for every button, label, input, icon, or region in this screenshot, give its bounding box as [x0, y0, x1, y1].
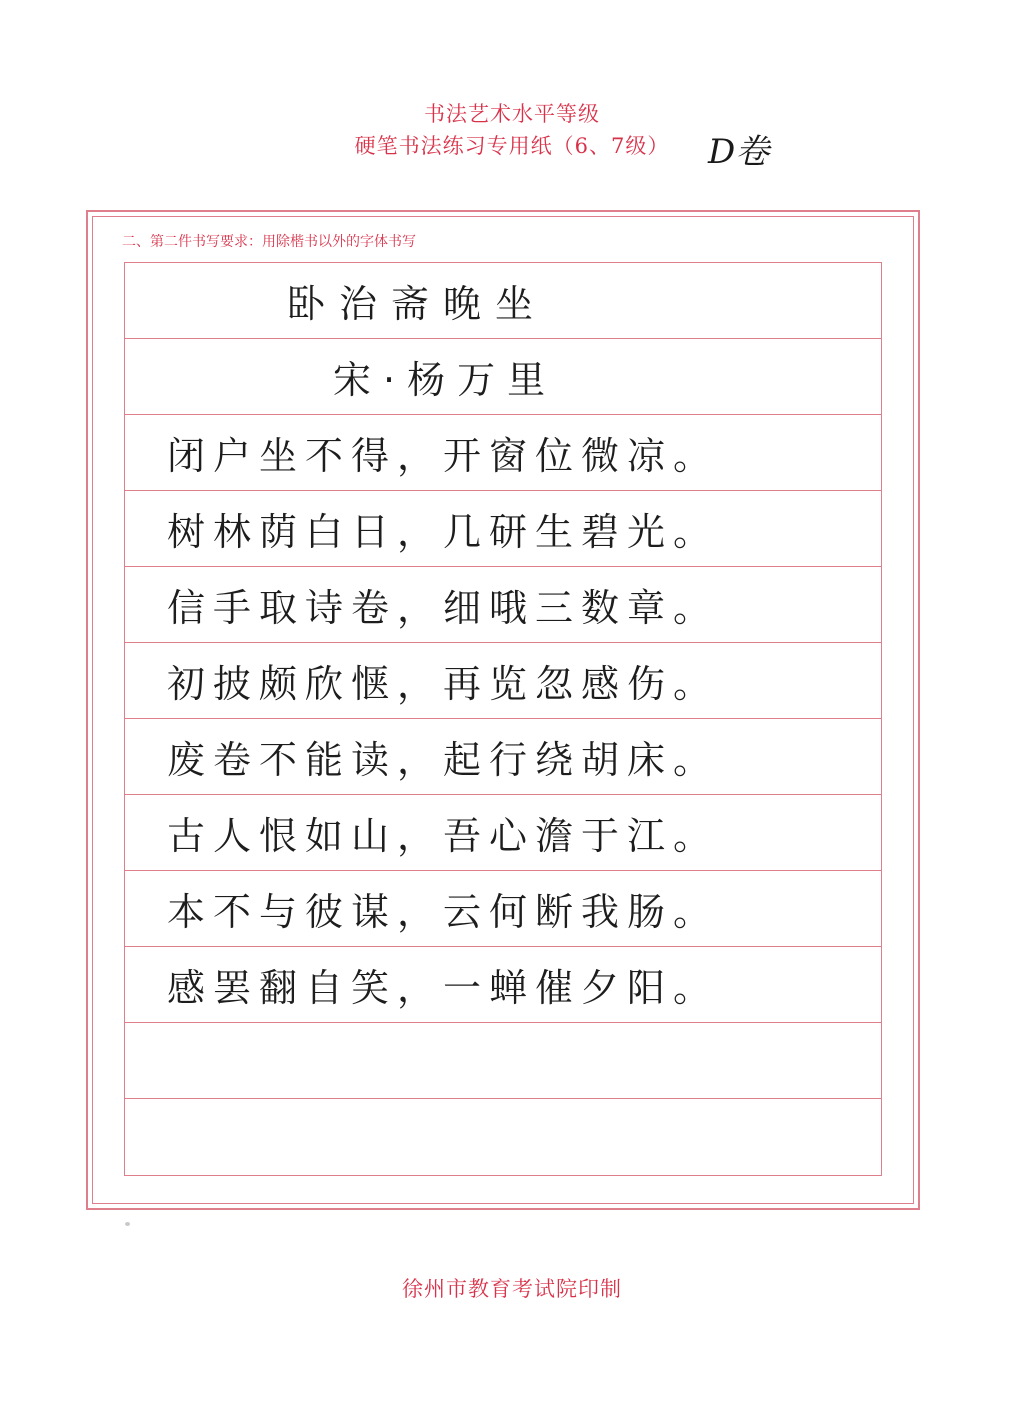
grid-row-empty [125, 1099, 881, 1175]
grid-row-empty [125, 1023, 881, 1099]
grid-row-verse [125, 795, 881, 871]
poem-line: 废卷不能读，起行绕胡床。 [167, 738, 720, 782]
form-title: 书法艺术水平等级 [424, 102, 600, 126]
writing-grid [124, 262, 882, 1176]
poem-line: 树林荫白日，几研生碧光。 [167, 510, 720, 554]
grid-row-verse [125, 643, 881, 719]
poem-line: 信手取诗卷，细哦三数章。 [167, 586, 720, 630]
grid-row-author [125, 339, 881, 415]
poem-line [125, 1023, 881, 1098]
grid-row-verse [125, 567, 881, 643]
paper-code: D卷 [708, 132, 770, 172]
poem-line: 古人恨如山，吾心澹于江。 [167, 814, 720, 858]
grid-row-verse [125, 947, 881, 1023]
poem-line: 本不与彼谋，云何断我肠。 [167, 890, 720, 934]
footer-printer: 徐州市教育考试院印制 [402, 1277, 622, 1301]
paper-speck [125, 1222, 130, 1226]
poem-line: 感罢翻自笑，一蝉催夕阳。 [167, 966, 720, 1010]
grid-row-title [125, 263, 881, 339]
poem-line: 初披颇欣惬，再览忽感伤。 [167, 662, 720, 706]
grid-row-verse [125, 415, 881, 491]
poem-line [125, 1099, 881, 1175]
grid-row-verse [125, 871, 881, 947]
poem-line: 闭户坐不得，开窗位微凉。 [167, 434, 720, 478]
poem-title: 卧治斋晚坐 [287, 282, 548, 326]
form-subtitle: 硬笔书法练习专用纸（6、7级） [354, 134, 670, 158]
grid-row-verse [125, 719, 881, 795]
poem-author: 宋·杨万里 [333, 358, 558, 402]
writing-requirement: 二、第二件书写要求：用除楷书以外的字体书写 [122, 234, 416, 250]
grid-row-verse [125, 491, 881, 567]
